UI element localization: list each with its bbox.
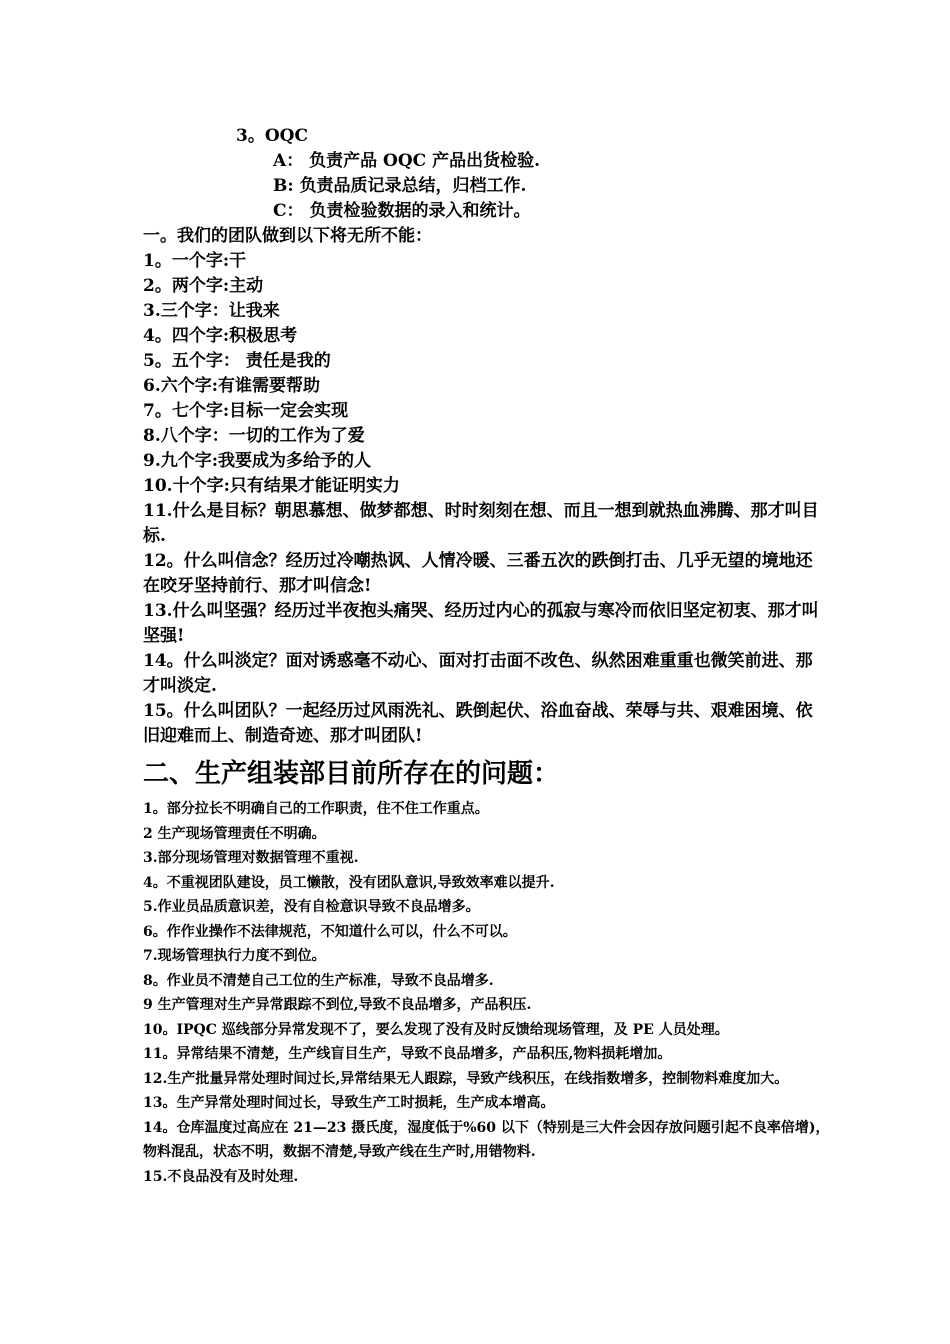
team-motto-line: 6.六个字:有谁需要帮助 [143, 376, 321, 396]
team-motto-line: 8.八个字：一切的工作为了爱 [143, 426, 365, 446]
team-question-paragraph: 15。什么叫团队？一起经历过风雨洗礼、跌倒起伏、浴血奋战、荣辱与共、艰难困境、依旧迎难而上、制造奇迹、那才叫团队! [143, 701, 813, 746]
team-question-paragraph: 14。什么叫淡定？面对诱惑毫不动心、面对打击面不改色、纵然困难重重也微笑前进、那才叫淡定. [143, 651, 813, 696]
oqc-duty-list [273, 149, 540, 224]
problem-item: 12.生产批量异常处理时间过长,异常结果无人跟踪，导致产线积压，在线指数增多，控制物料难度加大。 [143, 1070, 789, 1087]
problem-item: 8。作业员不清楚自己工位的生产标准，导致不良品增多. [143, 972, 494, 989]
problem-item: 10。IPQC 巡线部分异常发现不了，要么发现了没有及时反馈给现场管理，及 PE 人员处理。 [143, 1021, 729, 1038]
team-question-paragraph: 11.什么是目标？朝思慕想、做梦都想、时时刻刻在想、而且一想到就热血沸腾、那才叫目标. [143, 501, 819, 546]
problems-section-title: 二、生产组装部目前所存在的问题： [143, 759, 560, 789]
team-motto-line: 10.十个字:只有结果才能证明实力 [143, 476, 400, 496]
team-motto-line: 5。五个字： 责任是我的 [143, 351, 331, 371]
team-motto-line: 4。四个字:积极思考 [143, 326, 298, 346]
team-question-paragraph: 13.什么叫坚强？经历过半夜抱头痛哭、经历过内心的孤寂与寒冷而依旧坚定初衷、那才叫坚强! [143, 601, 819, 646]
problem-item: 14。仓库温度过高应在 21—23 摄氏度，湿度低于%60 以下（特别是三大件会因存放问题引起不良率倍增)，物料混乱，状态不明，数据不清楚,导致产线在生产时,用错物料. [143, 1119, 830, 1160]
problem-item: 7.现场管理执行力度不到位。 [143, 948, 326, 964]
problems-list [143, 797, 833, 1189]
problem-item: 3.部分现场管理对数据管理不重视. [143, 850, 359, 866]
problem-item: 9 生产管理对生产异常跟踪不到位,导致不良品增多，产品积压. [143, 997, 532, 1013]
team-motto-line: 9.九个字:我要成为多给予的人 [143, 451, 372, 471]
problem-item: 4。不重视团队建设，员工懒散，没有团队意识,导致效率难以提升. [143, 874, 555, 891]
team-heading: 一。我们的团队做到以下将无所不能： [143, 226, 432, 246]
oqc-section-title: 3。OQC [236, 126, 308, 146]
team-question-paragraph: 12。什么叫信念？经历过冷嘲热讽、人情冷暖、三番五次的跌倒打击、几乎无望的境地还在咬牙坚持前行、那才叫信念! [143, 551, 813, 596]
oqc-duty-item: B: 负责品质记录总结，归档工作. [273, 176, 527, 196]
problem-item: 11。异常结果不清楚，生产线盲目生产，导致不良品增多，产品积压,物料损耗增加。 [143, 1046, 672, 1062]
problem-item: 5.作业员品质意识差，没有自检意识导致不良品增多。 [143, 899, 480, 915]
problem-item: 6。作作业操作不法律规范，不知道什么可以，什么不可以。 [143, 923, 517, 940]
team-motto-line: 1。一个字:干 [143, 251, 247, 271]
problem-item: 15.不良品没有及时处理. [143, 1168, 299, 1185]
problem-item: 2 生产现场管理责任不明确。 [143, 825, 326, 842]
problem-item: 13。生产异常处理时间过长，导致生产工时损耗，生产成本增高。 [143, 1095, 555, 1111]
team-motto-line: 2。两个字:主动 [143, 276, 264, 296]
oqc-duty-item: C： 负责检验数据的录入和统计。 [273, 201, 531, 221]
team-motto-section [143, 224, 823, 749]
problem-item: 1。部分拉长不明确自己的工作职责，住不住工作重点。 [143, 801, 489, 817]
oqc-duty-item: A： 负责产品 OQC 产品出货检验. [273, 151, 541, 171]
team-motto-line: 7。七个字:目标一定会实现 [143, 401, 349, 421]
team-motto-line: 3.三个字：让我来 [143, 301, 280, 321]
